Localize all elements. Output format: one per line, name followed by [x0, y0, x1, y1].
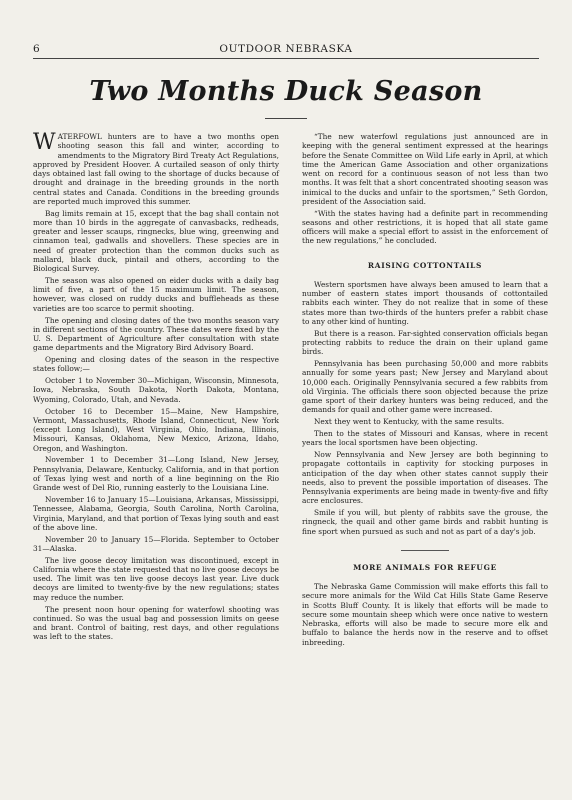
- paragraph: The season was also opened on eider ducks with a daily bag limit of five, a part of the 15 maximum limit. The season, however, was closed on ruddy ducks and buffleheads as these varieties are too scarce to permit shooting.: [33, 275, 279, 313]
- paragraph: Opening and closing dates of the season in the respective states follow;—: [33, 355, 279, 374]
- paragraph: The present noon hour opening for waterfowl shooting was continued. So was the usual bag and possession limits on geese and brant. Control of baiting, rest days, and other regulations was left to the states.: [33, 604, 279, 642]
- paragraph: The Nebraska Game Commission will make efforts this fall to secure more animals for the Wild Cat Hills State Game Reserve in Scotts Bluff County. It is likely that efforts will be made to secure some mountain sheep which were once native to western Nebraska, efforts will also be made to secure more elk and buffalo to balance the herds now in the reserve and to offset inbreeding.: [302, 582, 548, 647]
- paragraph: Pennsylvania has been purchasing 50,000 and more rabbits annually for some years past; New Jersey and Maryland about 10,000 each. Originally Pennsylvania secured a few rabbits from old Virginia. The officials there soon objected because the prize game sport of their darkey hunters was being reduced, and the demands for quail and other game were increased.: [302, 359, 548, 415]
- paragraph: October 1 to November 30—Michigan, Wisconsin, Minnesota, Iowa, Nebraska, South Dakota, North Dakota, Montana, Wyoming, Colorado, Utah, and Nevada.: [33, 376, 279, 404]
- paragraph: The opening and closing dates of the two months season vary in different sections of the country. These dates were fixed by the U. S. Department of Agriculture after consultation with state game departments and the Migratory Bird Advisory Board.: [33, 315, 279, 353]
- title-divider: [265, 118, 307, 119]
- article-title: Two Months Duck Season: [89, 76, 483, 107]
- running-header: [33, 43, 539, 57]
- paragraph: Smile if you will, but plenty of rabbits save the grouse, the ringneck, the quail and other game birds and rabbit hunting is fine sport when pursued as such and not as part of a day's job.: [302, 508, 548, 536]
- left-column: [33, 132, 279, 644]
- paragraph: Western sportsmen have always been amused to learn that a number of eastern states import thousands of cottontailed rabbits each winter. They do not realize that in some of these states more than two-thirds of the hunters prefer a rabbit chase to any other kind of hunting.: [302, 279, 548, 326]
- paragraph: Next they went to Kentucky, with the same results.: [314, 417, 505, 427]
- lead-text: ATERFOWL hunters are to have a two months open shooting season this fall and winter, according to amendments to the Migratory Bird Treaty Act Regulations, approved by President Hoover. A curtailed season of only thirty days obtained last fall owing to the shortage of ducks because of drought and drainage in the breeding grounds in the north central states and Canada. Conditions in the breeding grounds are reported much improved this summer.: [33, 132, 279, 206]
- page-number: 6: [33, 43, 41, 55]
- paragraph: “With the states having had a definite part in recommending seasons and other restrictions, it is hoped that all state game officers will make a special effort to assist in the enforcement of the new regulations,” he concluded.: [302, 208, 548, 246]
- refuge-heading: MORE ANIMALS FOR REFUGE: [353, 562, 497, 572]
- right-column: [302, 132, 548, 650]
- paragraph: The live goose decoy limitation was discontinued, except in California where the state requested that no live goose decoys be used. The limit was ten live goose decoys last year. Live duck decoys are limited to twenty-five by the new regulations; states may reduce the number.: [33, 555, 279, 602]
- paragraph: Bag limits remain at 15, except that the bag shall contain not more than 10 birds in the aggregate of canvasbacks, redheads, greater and lesser scaups, ringnecks, blue wing, greenwing and cinnamon teal, gadwalls and shovellers. These species are in need of greater protection than the common ducks such as mallard, black duck, pintail and others, according to the Biological Survey.: [33, 208, 279, 274]
- paragraph: Then to the states of Missouri and Kansas, where in recent years the local sportsmen have been objecting.: [302, 428, 548, 448]
- paragraph: “The new waterfowl regulations just announced are in keeping with the general sentiment expressed at the hearings before the Senate Committee on Wild Life early in April, at which time the American Game Association and other organizations went on record for a continuous season of not less than two months. It was felt that a short concentrated shooting season was inimical to the ducks and unfair to the sportsmen,” Seth Gordon, president of the Association said.: [302, 132, 548, 206]
- paragraph: November 16 to January 15—Louisiana, Arkansas, Mississippi, Tennessee, Alabama, Georgia, South Carolina, North Carolina, Virginia, Maryland, and that portion of Texas lying south and east of the above line.: [33, 495, 279, 532]
- header-rule: [33, 58, 539, 59]
- paragraph: But there is a reason. Far-sighted conservation officials began protecting rabbits to reduce the drain on their upland game birds.: [302, 328, 548, 357]
- section-divider: [401, 550, 449, 551]
- paragraph: October 16 to December 15—Maine, New Hampshire, Vermont, Massachusetts, Rhode Island, Connecticut, New York (except Long Island), West Virginia, Ohio, Indiana, Illinois, Missouri, Kansas, Oklahoma, New Mexico, Arizona, Idaho, Oregon, and Washington.: [33, 406, 279, 453]
- magazine-title: OUTDOOR NEBRASKA: [219, 43, 353, 55]
- drop-cap: W: [33, 130, 56, 155]
- paragraph: November 1 to December 31—Long Island, New Jersey, Pennsylvania, Delaware, Kentucky, California, and in that portion of Texas lying west and north of a line beginning on the Rio Grande west of Del Rio, running easterly to the Louisiana Line.: [33, 455, 279, 493]
- paragraph: Now Pennsylvania and New Jersey are both beginning to propagate cottontails in captivity for stocking purposes in anticipation of the day when other states cannot supply their needs, also to prevent the possible importation of diseases. The Pennsylvania experiments are being made in twenty-five and fifty acre enclosures.: [302, 450, 548, 506]
- paragraph: November 20 to January 15—Florida. September to October 31—Alaska.: [33, 534, 279, 553]
- cottontails-heading: RAISING COTTONTAILS: [367, 260, 483, 270]
- lead-paragraph: [33, 132, 279, 206]
